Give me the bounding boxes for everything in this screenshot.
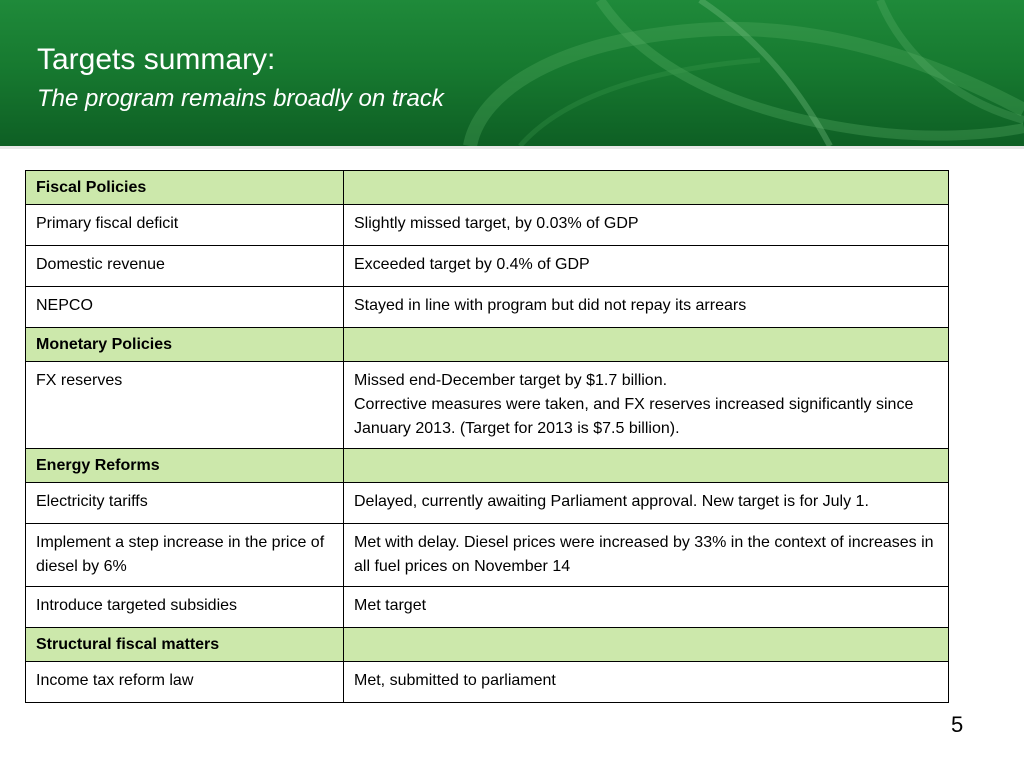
status-cell: Met, submitted to parliament — [344, 662, 949, 703]
section-title-cell: Energy Reforms — [26, 449, 344, 483]
status-cell: Met with delay. Diesel prices were increased by 33% in the context of increases in all fuel prices on November 14 — [344, 524, 949, 587]
table-row — [26, 287, 949, 328]
section-header-row — [26, 171, 949, 205]
section-header-row — [26, 328, 949, 362]
section-blank-cell — [344, 628, 949, 662]
table-row — [26, 362, 949, 449]
table-row — [26, 662, 949, 703]
target-cell: FX reserves — [26, 362, 344, 449]
table-row — [26, 246, 949, 287]
section-title-cell: Structural fiscal matters — [26, 628, 344, 662]
table-row — [26, 483, 949, 524]
section-header-row — [26, 449, 949, 483]
target-cell: Primary fiscal deficit — [26, 205, 344, 246]
target-cell: Income tax reform law — [26, 662, 344, 703]
section-blank-cell — [344, 449, 949, 483]
section-blank-cell — [344, 328, 949, 362]
table-row — [26, 524, 949, 587]
target-cell: Electricity tariffs — [26, 483, 344, 524]
banner-divider — [0, 146, 1024, 149]
section-title-cell: Monetary Policies — [26, 328, 344, 362]
table-row — [26, 587, 949, 628]
page-number: 5 — [951, 712, 964, 737]
section-title-cell: Fiscal Policies — [26, 171, 344, 205]
slide-title: Targets summary: — [37, 43, 276, 76]
status-cell: Slightly missed target, by 0.03% of GDP — [344, 205, 949, 246]
table-body — [26, 171, 949, 703]
status-cell: Missed end-December target by $1.7 billion. Corrective measures were taken, and FX reserves increased significantly since January 2013. (Target for 2013 is $7.5 billion). — [344, 362, 949, 449]
target-cell: Introduce targeted subsidies — [26, 587, 344, 628]
table-row — [26, 205, 949, 246]
section-blank-cell — [344, 171, 949, 205]
target-cell: Domestic revenue — [26, 246, 344, 287]
slide-subtitle: The program remains broadly on track — [37, 85, 444, 112]
section-header-row — [26, 628, 949, 662]
target-cell: Implement a step increase in the price of diesel by 6% — [26, 524, 344, 587]
status-cell: Exceeded target by 0.4% of GDP — [344, 246, 949, 287]
status-cell: Met target — [344, 587, 949, 628]
status-cell: Delayed, currently awaiting Parliament approval. New target is for July 1. — [344, 483, 949, 524]
target-cell: NEPCO — [26, 287, 344, 328]
title-banner — [0, 0, 1024, 146]
targets-summary-table — [25, 170, 949, 703]
status-cell: Stayed in line with program but did not repay its arrears — [344, 287, 949, 328]
